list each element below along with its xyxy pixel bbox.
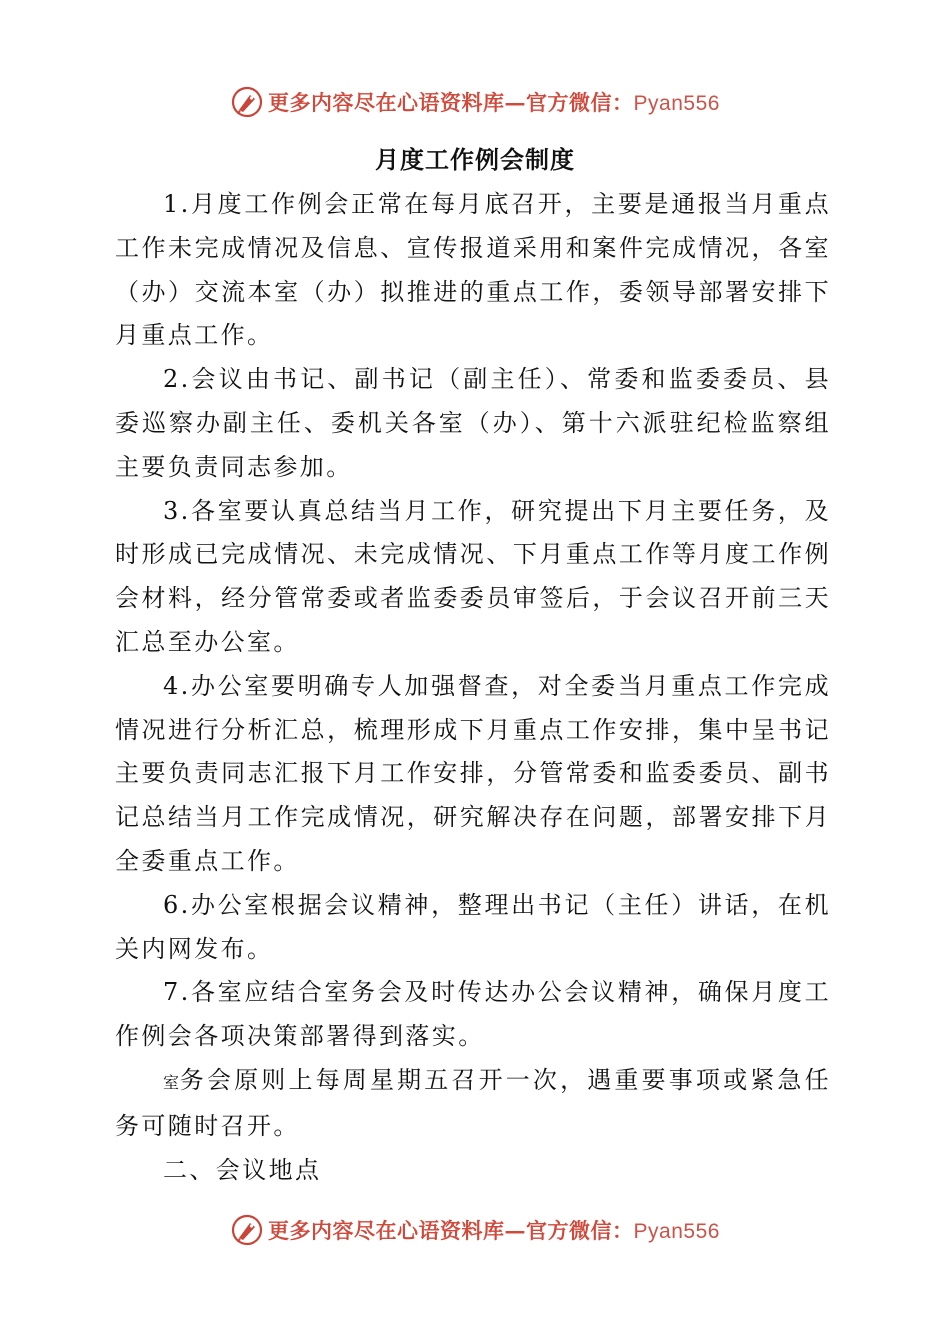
- watermark-text: 更多内容尽在心语资料库—官方微信：Pyan556: [268, 90, 720, 115]
- section-heading: 二、会议地点: [163, 1155, 322, 1184]
- paragraph-3: 3.各室要认真总结当月工作，研究提出下月主要任务，及时形成已完成情况、未完成情况、下月重点工作等月度工作例会材料，经分管常委或者监委委员审签后，于会议召开前三天汇总至办公室。: [115, 496, 831, 656]
- pen-nib-circle-icon: [230, 85, 264, 119]
- paragraph-4: 4.办公室要明确专人加强督查，对全委当月重点工作完成情况进行分析汇总，梳理形成下月重点工作安排，集中呈书记主要负责同志汇报下月工作安排，分管常委和监委委员、副书记总结当月工作完成情况，研究解决存在问题，部署安排下月全委重点工作。: [115, 671, 831, 875]
- paragraph-8: [115, 1059, 831, 1149]
- paragraph-7: 7.各室应结合室务会及时传达办公会议精神，确保月度工作例会各项决策部署得到落实。: [115, 978, 831, 1051]
- paragraph-1: 1.月度工作例会正常在每月底召开，主要是通报当月重点工作未完成情况及信息、宣传报道采用和案件完成情况，各室（办）交流本室（办）拟推进的重点工作，委领导部署安排下月重点工作。: [115, 190, 831, 350]
- watermark-text: 更多内容尽在心语资料库—官方微信：Pyan556: [268, 1218, 720, 1243]
- watermark-banner-bottom: [0, 1210, 950, 1250]
- paragraph-6: 6.办公室根据会议精神，整理出书记（主任）讲话，在机关内网发布。: [115, 890, 831, 963]
- pen-nib-circle-icon: [230, 1213, 264, 1247]
- document-body: [115, 183, 831, 1192]
- page-title: 月度工作例会制度: [375, 145, 575, 174]
- paragraph-2: 2.会议由书记、副书记（副主任）、常委和监委委员、县委巡察办副主任、委机关各室（办）、第十六派驻纪检监察组主要负责同志参加。: [115, 365, 831, 481]
- paragraph-8-text: 务会原则上每周星期五召开一次，遇重要事项或紧急任务可随时召开。: [115, 1065, 831, 1140]
- paragraph-8-prefix: 室: [163, 1072, 180, 1092]
- watermark-banner-top: [0, 82, 950, 122]
